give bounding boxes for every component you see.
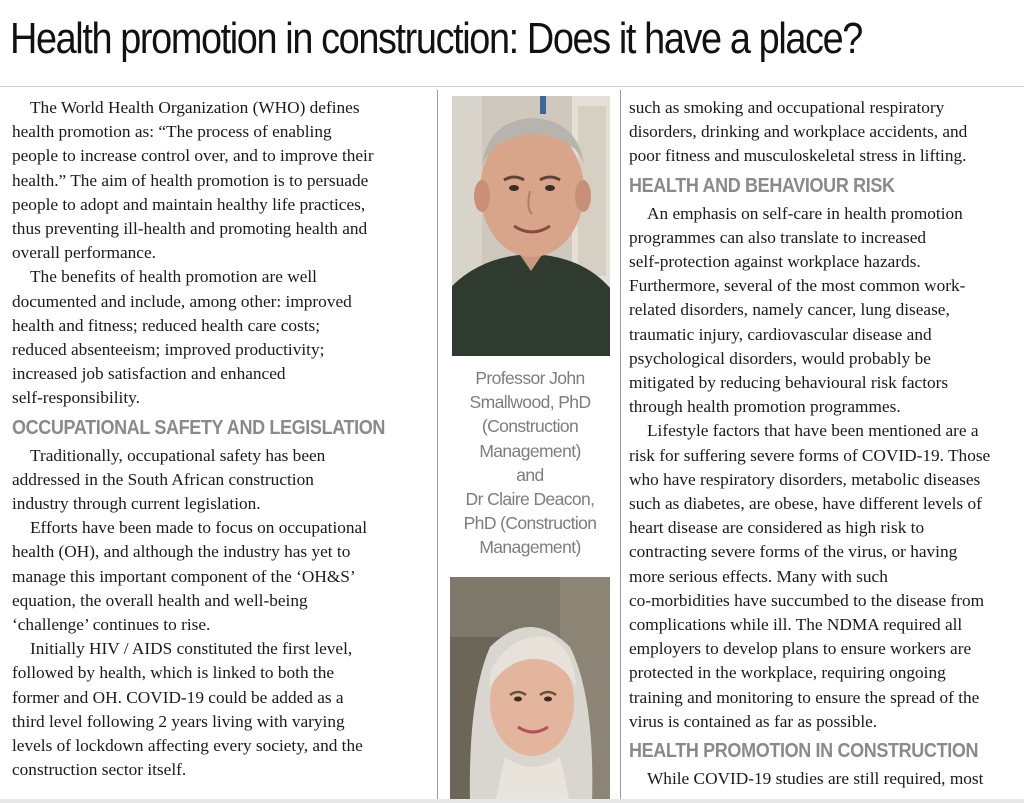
portrait-photo-john-smallwood bbox=[452, 96, 610, 356]
caption-line: Management) bbox=[479, 537, 581, 558]
paragraph-traditionally bbox=[12, 444, 426, 517]
paragraph-benefits bbox=[12, 265, 426, 410]
article-headline: Health promotion in construction: Does it have a place? bbox=[10, 14, 862, 63]
portrait-photo-claire-deacon bbox=[450, 577, 610, 803]
text-line: levels of lockdown affecting every society, and the bbox=[12, 736, 363, 756]
text-line: documented and include, among other: improved bbox=[12, 291, 352, 311]
text-line: increased job satisfaction and enhanced bbox=[12, 364, 286, 384]
text-line: psychological disorders, would probably be bbox=[629, 348, 931, 368]
text-line: third level following 2 years living with varying bbox=[12, 711, 345, 731]
caption-line: Smallwood, PhD bbox=[469, 392, 591, 413]
text-line: such as diabetes, are obese, have different levels of bbox=[629, 494, 982, 514]
caption-line: Professor John bbox=[475, 368, 585, 388]
text-line: Traditionally, occupational safety has been bbox=[30, 445, 326, 465]
subhead-health-behaviour-risk: HEALTH AND BEHAVIOUR RISK bbox=[629, 174, 895, 197]
text-line: health and fitness; reduced health care costs; bbox=[12, 315, 321, 335]
text-line: construction sector itself. bbox=[12, 760, 187, 780]
text-line: employers to develop plans to ensure workers are bbox=[629, 639, 972, 659]
text-line: such as smoking and occupational respiratory bbox=[629, 98, 945, 117]
text-line: more serious effects. Many with such bbox=[629, 566, 888, 586]
text-line: mitigated by reducing behavioural risk factors bbox=[629, 373, 949, 393]
text-line: protected in the workplace, requiring ongoing bbox=[629, 663, 946, 683]
text-line: While COVID-19 studies are still required, most bbox=[647, 769, 984, 789]
text-line: The World Health Organization (WHO) defines bbox=[30, 98, 360, 117]
paragraph-self-care bbox=[629, 202, 1024, 420]
text-line: risk for suffering severe forms of COVID-19. Those bbox=[629, 445, 991, 465]
paragraph-covid-studies bbox=[629, 767, 1024, 791]
text-line: An emphasis on self-care in health promotion bbox=[647, 203, 963, 223]
photo-caption bbox=[448, 366, 612, 560]
text-line: Efforts have been made to focus on occupational bbox=[30, 518, 368, 538]
text-line: health.” The aim of health promotion is to persuade bbox=[12, 170, 369, 190]
paragraph-lifestyle-factors bbox=[629, 419, 1024, 734]
text-line: health promotion as: “The process of enabling bbox=[12, 122, 332, 142]
text-line: related disorders, namely cancer, lung disease, bbox=[629, 300, 950, 320]
subhead-health-promotion-construction: HEALTH PROMOTION IN CONSTRUCTION bbox=[629, 740, 979, 763]
portrait-claire-illustration bbox=[450, 577, 610, 803]
text-line: contracting severe forms of the virus, or having bbox=[629, 542, 958, 562]
text-line: co-morbidities have succumbed to the disease from bbox=[629, 590, 985, 610]
text-line: ‘challenge’ continues to rise. bbox=[12, 615, 211, 635]
text-line: Lifestyle factors that have been mentioned are a bbox=[647, 421, 979, 441]
caption-line: Dr Claire Deacon, bbox=[465, 489, 595, 510]
caption-line: Management) bbox=[479, 440, 581, 461]
text-line: self-responsibility. bbox=[12, 388, 140, 408]
left-column bbox=[12, 96, 426, 782]
text-line: reduced absenteeism; improved productivity; bbox=[12, 340, 325, 360]
text-line: Furthermore, several of the most common work- bbox=[629, 276, 966, 296]
text-line: overall performance. bbox=[12, 243, 156, 263]
text-line: Initially HIV / AIDS constituted the first level, bbox=[30, 639, 353, 659]
text-line: followed by health, which is linked to both the bbox=[12, 663, 335, 683]
text-line: who have respiratory disorders, metabolic diseases bbox=[629, 469, 981, 489]
paragraph-who-definition bbox=[12, 96, 426, 265]
text-line: industry through current legislation. bbox=[12, 494, 261, 514]
text-line: programmes can also translate to increased bbox=[629, 227, 927, 247]
text-line: The benefits of health promotion are well bbox=[30, 267, 317, 287]
text-line: health (OH), and although the industry has yet to bbox=[12, 542, 351, 562]
text-line: traumatic injury, cardiovascular disease and bbox=[629, 324, 932, 344]
paragraph-continued bbox=[629, 96, 1024, 169]
caption-line: (Construction bbox=[481, 416, 579, 437]
right-column bbox=[629, 96, 1024, 791]
text-line: self-protection against workplace hazards. bbox=[629, 252, 921, 272]
caption-line: PhD (Construction bbox=[463, 513, 597, 534]
subhead-occupational-safety: OCCUPATIONAL SAFETY AND LEGISLATION bbox=[12, 416, 386, 439]
text-line: poor fitness and musculoskeletal stress in lifting. bbox=[629, 146, 967, 166]
text-line: virus is contained as far as possible. bbox=[629, 711, 878, 731]
page-bottom-edge bbox=[0, 799, 1024, 803]
text-line: former and OH. COVID-19 could be added as a bbox=[12, 687, 344, 707]
text-line: manage this important component of the ‘OH&S’ bbox=[12, 566, 356, 586]
caption-line: and bbox=[516, 464, 544, 485]
text-line: people to adopt and maintain healthy life practices, bbox=[12, 194, 366, 214]
text-line: people to increase control over, and to improve their bbox=[12, 146, 374, 166]
text-line: disorders, drinking and workplace accidents, and bbox=[629, 122, 968, 142]
top-divider bbox=[0, 86, 1024, 87]
column-divider-right bbox=[620, 90, 621, 803]
column-divider-left bbox=[437, 90, 438, 803]
text-line: equation, the overall health and well-being bbox=[12, 590, 308, 610]
paragraph-hiv-aids bbox=[12, 637, 426, 782]
text-line: heart disease are considered as high risk to bbox=[629, 518, 925, 538]
text-line: addressed in the South African construction bbox=[12, 469, 314, 489]
text-line: training and monitoring to ensure the spread of the bbox=[629, 687, 980, 707]
paragraph-efforts bbox=[12, 516, 426, 637]
text-line: complications while ill. The NDMA required all bbox=[629, 615, 963, 635]
text-line: through health promotion programmes. bbox=[629, 397, 901, 417]
portrait-john-illustration bbox=[452, 96, 610, 356]
text-line: thus preventing ill-health and promoting health and bbox=[12, 219, 368, 239]
